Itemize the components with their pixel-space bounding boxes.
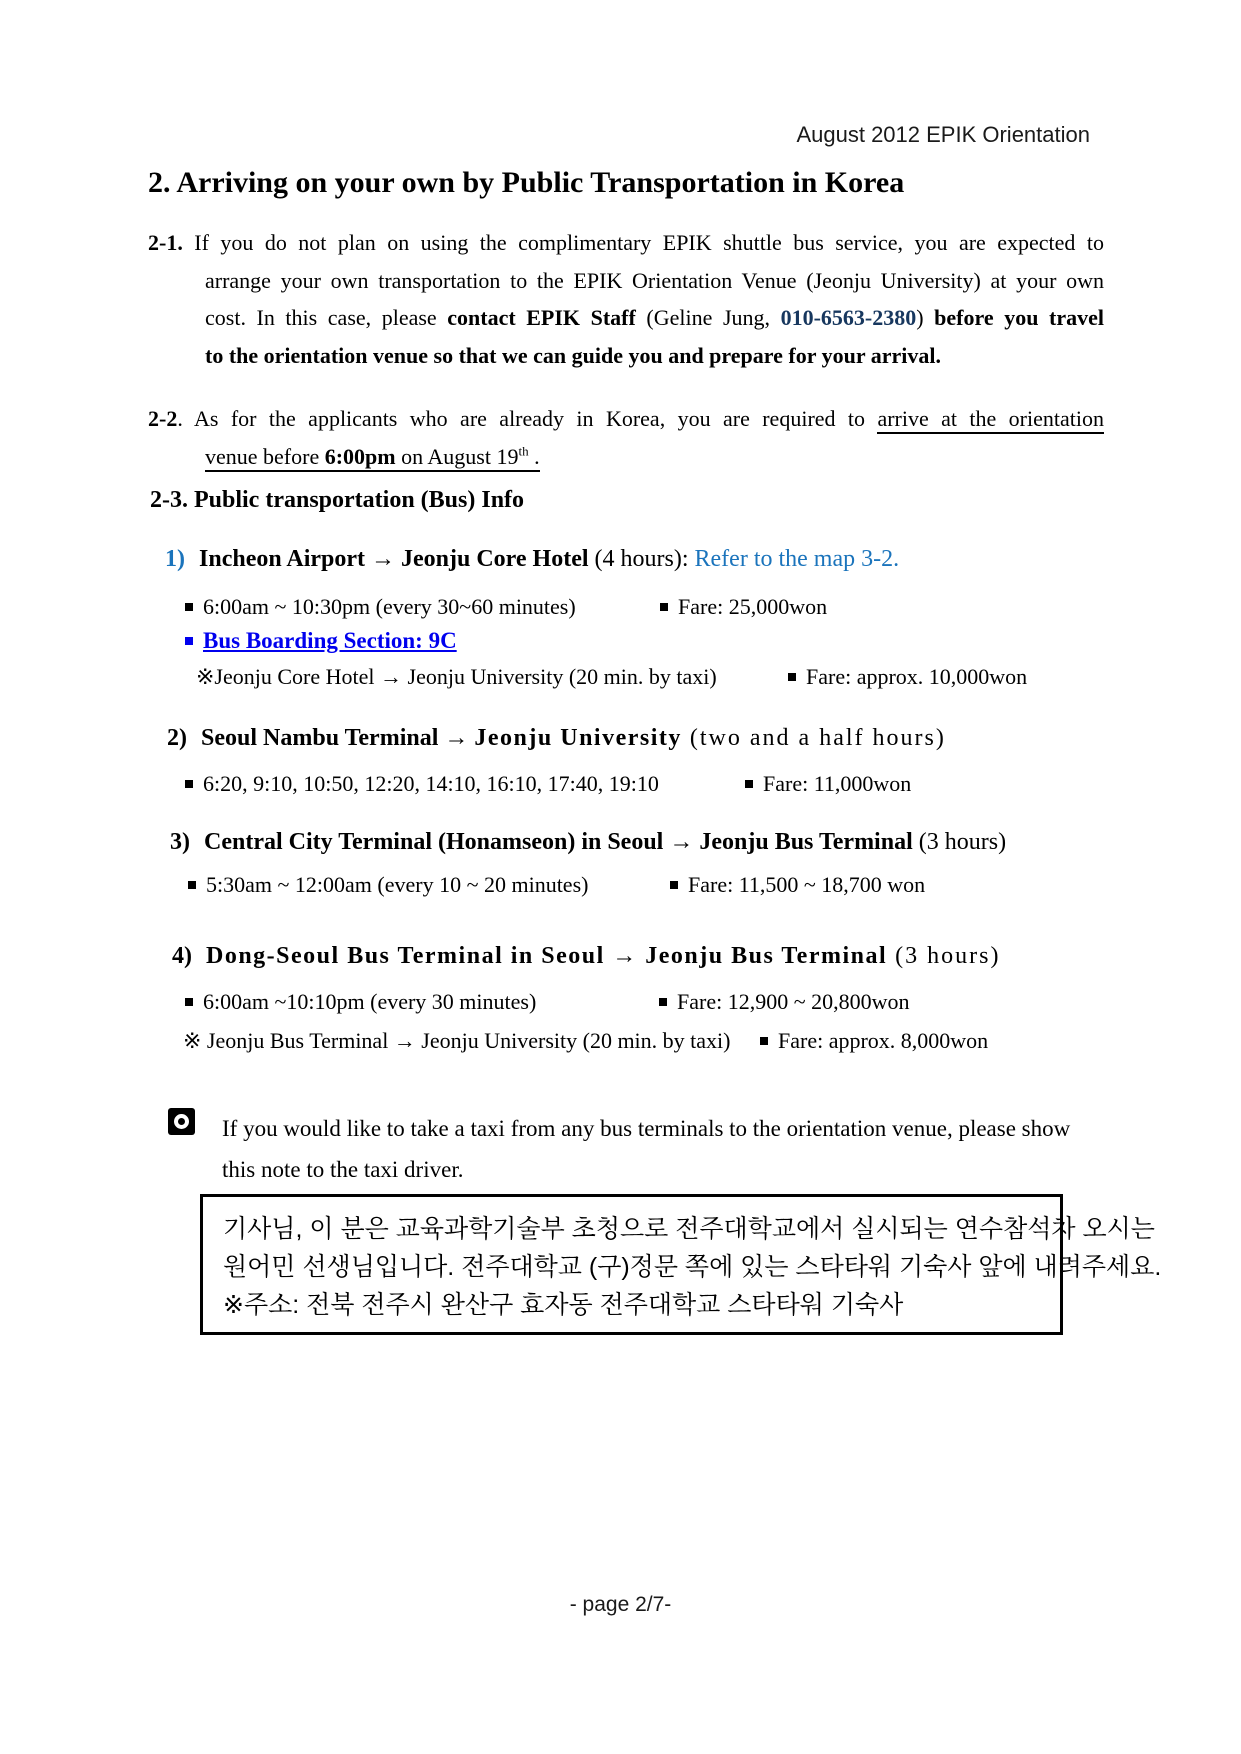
route-2-schedule [185,771,745,797]
schedule-text: 6:20, 9:10, 10:50, 12:20, 14:10, 16:10, 17:40, 19:10 [203,771,659,796]
bullet-square-icon [185,603,193,611]
route-3-number: 3) [170,829,190,855]
korean-note-line-1: 기사님, 이 분은 교육과학기술부 초청으로 전주대학교에서 실시되는 연수참석차 오시는 [223,1215,1155,1243]
route-1-schedule-row [185,594,827,620]
section-2-1-bold-text: to the orientation venue so that we can guide you and prepare for your arrival. [205,342,941,368]
fare-text: Fare: 11,500 ~ 18,700 won [688,872,926,897]
route-2-destination: Jeonju University [474,725,682,751]
route-2-heading [167,725,946,752]
route-4-taxi-transfer-row [183,1028,988,1054]
taxi-note-line-1: If you would like to take a taxi from any bus terminals to the orientation venue, please show [222,1116,1071,1141]
route-1-heading [165,546,899,573]
section-2-1-text: arrange your own transportation to the EPIK Orientation Venue (Jeonju University) at your own [205,267,1104,293]
route-3-schedule-row [188,872,925,898]
section-2-2-text: on August 19 [395,443,519,469]
route-4-duration: (3 hours) [887,943,1001,969]
underlined-requirement: arrive at the orientation [877,406,1104,434]
route-3-duration: (3 hours) [912,829,1007,855]
page-footer: - page 2/7- [569,1593,672,1616]
section-2-2-line-2 [148,438,1104,476]
korean-note-line-3: ※주소: 전북 전주시 완산구 효자동 전주대학교 스타타워 기숙사 [223,1291,904,1319]
route-3-fare [670,872,925,897]
route-4-taxi-note: ※ Jeonju Bus Terminal → Jeonju University (20 min. by taxi) [183,1028,731,1053]
fare-text: Fare: 25,000won [678,594,828,619]
route-2-schedule-row [185,771,911,797]
section-2-2-paragraph [148,400,1104,475]
schedule-text: 6:00am ~ 10:30pm (every 30~60 minutes) [203,594,576,619]
route-4-taxi-fare [760,1028,988,1053]
section-2-2-text: . As for the applicants who are already in Korea, you are required to [177,406,878,431]
section-2-1-text: cost. In this case, please [205,305,448,330]
section-2-1-line-1 [148,224,1104,262]
bullet-square-icon [660,603,668,611]
route-1-duration: (4 hours): [588,546,695,572]
fare-text: Fare: approx. 10,000won [806,664,1028,689]
taxi-note-bullet-icon [168,1108,195,1135]
deadline-time: 6:00pm [324,443,396,469]
bullet-square-icon [745,780,753,788]
bullet-square-icon [760,1037,768,1045]
fare-text: Fare: 11,000won [763,771,912,796]
section-2-2-text: . [528,443,540,469]
section-2-1-bold-text: before you travel [934,305,1104,330]
section-2-2-label: 2-2 [148,406,178,431]
bullet-square-icon [659,998,667,1006]
white-ring-icon [174,1114,189,1129]
route-1-name: Incheon Airport → Jeonju Core Hotel [199,546,589,572]
contact-epik-staff-text: contact EPIK Staff [447,305,636,330]
section-2-1-paragraph [148,224,1104,374]
section-2-1-text: (Geline Jung, [635,305,781,330]
ordinal-superscript: th [518,443,529,459]
schedule-text: 6:00am ~10:10pm (every 30 minutes) [203,989,537,1014]
route-4-schedule-row [185,989,910,1015]
route-2-duration: (two and a half hours) [681,725,946,751]
route-2-fare [745,771,911,796]
korean-note-line-2: 원어민 선생님입니다. 전주대학교 (구)정문 쪽에 있는 스타타워 기숙사 앞에 내려주세요. [223,1253,1162,1281]
underlined-requirement [205,444,540,472]
section-2-2-text: venue before [205,443,325,469]
section-2-3-heading: 2-3. Public transportation (Bus) Info [150,487,525,513]
bullet-square-icon [670,881,678,889]
bullet-square-icon [788,673,796,681]
section-2-1-line-2 [148,262,1104,300]
fare-text: Fare: 12,900 ~ 20,800won [677,989,910,1014]
route-4-schedule [185,989,659,1015]
bus-boarding-link[interactable]: Bus Boarding Section: 9C [203,628,457,653]
route-1-taxi-note: ※Jeonju Core Hotel → Jeonju University (20 min. by taxi) [196,664,717,689]
fare-text: Fare: approx. 8,000won [778,1028,989,1053]
map-link[interactable]: Refer to the map 3-2. [694,546,900,572]
route-1-fare [660,594,827,619]
page-header: August 2012 EPIK Orientation [796,122,1090,147]
bullet-square-icon [185,637,193,645]
section-2-1-label: 2-1. [148,230,183,255]
phone-number: 010-6563-2380 [780,305,917,330]
korean-note-box [200,1194,1162,1335]
taxi-note-text [222,1108,1102,1190]
section-2-1-text: If you do not plan on using the complimentary EPIK shuttle bus service, you are expected to [182,230,1104,255]
route-4-fare [659,989,910,1014]
route-4-heading [172,943,1000,970]
route-4-name: Dong-Seoul Bus Terminal in Seoul → Jeonju Bus Terminal [206,943,888,969]
bullet-square-icon [185,780,193,788]
section-2-1-line-4 [148,337,1104,375]
taxi-note-line-2: this note to the taxi driver. [222,1157,464,1182]
page-title: 2. Arriving on your own by Public Transportation in Korea [148,166,905,199]
section-2-1-text: ) [916,305,935,330]
route-2-name: Seoul Nambu Terminal → [201,725,475,751]
route-3-schedule [188,872,670,898]
route-4-number: 4) [172,943,192,969]
route-2-number: 2) [167,725,187,751]
route-1-schedule [185,594,660,620]
route-3-name: Central City Terminal (Honamseon) in Seoul → Jeonju Bus Terminal [204,829,913,855]
section-2-1-line-3 [148,299,1104,337]
route-1-number: 1) [165,546,185,572]
route-1-boarding-row [185,628,457,654]
schedule-text: 5:30am ~ 12:00am (every 10 ~ 20 minutes) [206,872,589,897]
bullet-square-icon [185,998,193,1006]
route-3-heading [170,829,1006,856]
bullet-square-icon [188,881,196,889]
route-1-taxi-fare [788,664,1027,689]
route-1-taxi-transfer-row [196,664,1027,690]
section-2-2-line-1 [148,400,1104,438]
